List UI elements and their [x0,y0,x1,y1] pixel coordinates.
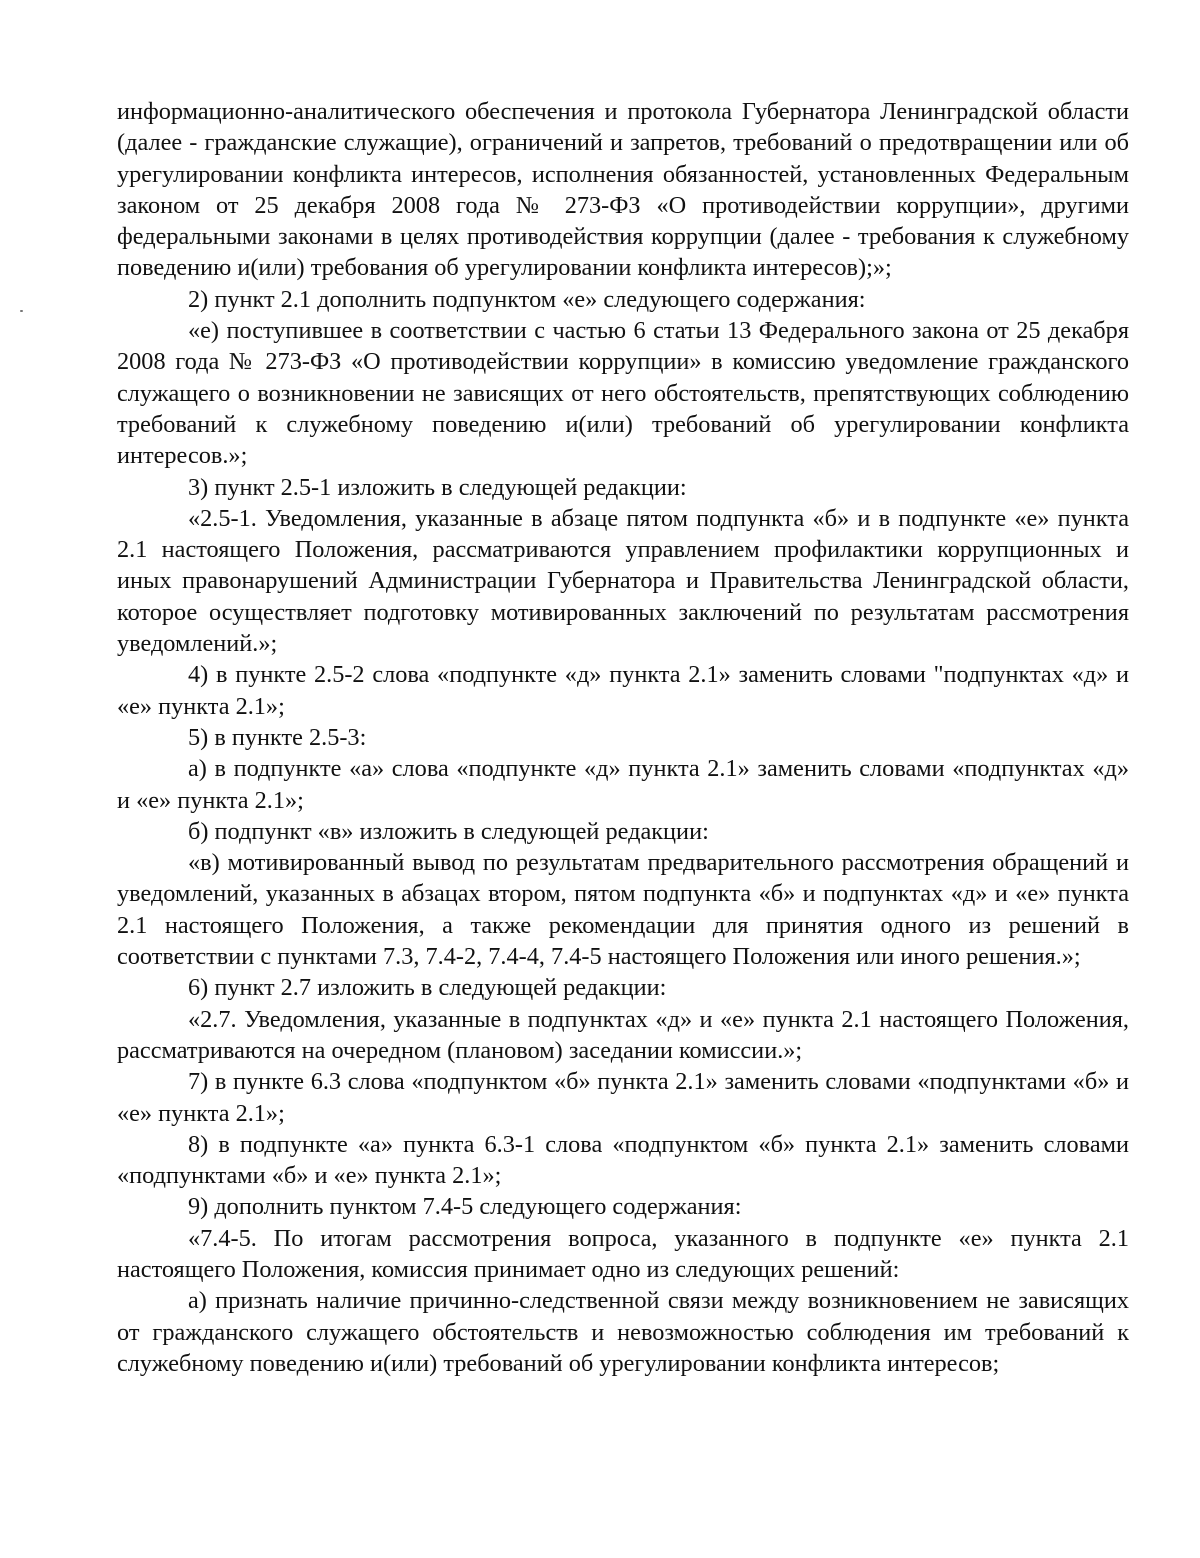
paragraph-clause-2-7: «2.7. Уведомления, указанные в подпунктах «д» и «е» пункта 2.1 настоящего Положения, рассматриваются на очередном (плановом) заседании комиссии.»; [117,1005,1129,1064]
paragraph-item-2: 2) пункт 2.1 дополнить подпунктом «е» следующего содержания: [188,285,866,313]
paragraph-decision-a: а) признать наличие причинно-следственной связи между возникновением не зависящих от гражданского служащего обстоятельств и невозможностью соблюдения им требований к служебному поведению и(или) требований об урегулировании конфликта интересов; [117,1287,1129,1377]
paragraph-continuation: информационно-аналитического обеспечения и протокола Губернатора Ленинградской области (далее - гражданские служащие), ограничений и запретов, требований о предотвращении или об урегулировании конфликта интересов, исполнения обязанностей, установленных Федеральным законом от 25 декабря 2008 года № 273-ФЗ «О противодействии коррупции», другими федеральными законами в целях противодействия коррупции (далее - требования к служебному поведению и(или) требования об урегулировании конфликта интересов);»; [117,98,1129,282]
paragraph-clause-2-5-1: «2.5-1. Уведомления, указанные в абзаце пятом подпункта «б» и в подпункте «е» пункта 2.1 настоящего Положения, рассматриваются управлением профилактики коррупционных и иных правонарушений Администрации Губернатора и Правительства Ленинградской области, которое осуществляет подготовку мотивированных заключений по результатам рассмотрения уведомлений.»; [117,504,1129,658]
paragraph-item-8: 8) в подпункте «а» пункта 6.3-1 слова «подпунктом «б» пункта 2.1» заменить словами «подпунктами «б» и «е» пункта 2.1»; [117,1130,1129,1190]
document-page [117,96,1129,1379]
paragraph-item-5b: б) подпункт «в» изложить в следующей редакции: [188,817,709,845]
paragraph-item-6: 6) пункт 2.7 изложить в следующей редакции: [188,974,667,1002]
paragraph-subitem-v: «в) мотивированный вывод по результатам предварительного рассмотрения обращений и уведомлений, указанных в абзацах втором, пятом подпункта «б» и подпунктах «д» и «е» пункта 2.1 настоящего Положения, а также рекомендации для принятия одного из решений в соответствии с пунктами 7.3, 7.4-2, 7.4-4, 7.4-5 настоящего Положения или иного решения.»; [117,849,1129,971]
paragraph-item-3: 3) пункт 2.5-1 изложить в следующей редакции: [188,473,687,501]
scan-speck [20,310,23,312]
paragraph-clause-7-4-5: «7.4-5. По итогам рассмотрения вопроса, указанного в подпункте «е» пункта 2.1 настоящего Положения, комиссия принимает одно из следующих решений: [117,1224,1129,1283]
paragraph-item-4: 4) в пункте 2.5-2 слова «подпункте «д» пункта 2.1» заменить словами "подпунктах «д» и «е» пункта 2.1»; [117,661,1129,720]
paragraph-item-9: 9) дополнить пунктом 7.4-5 следующего содержания: [188,1193,742,1221]
paragraph-item-7: 7) в пункте 6.3 слова «подпунктом «б» пункта 2.1» заменить словами «подпунктами «б» и «е» пункта 2.1»; [117,1068,1129,1127]
paragraph-item-5: 5) в пункте 2.5-3: [188,723,367,751]
paragraph-subitem-e: «е) поступившее в соответствии с частью 6 статьи 13 Федерального закона от 25 декабря 2008 года № 273-ФЗ «О противодействии коррупции» в комиссию уведомление гражданского служащего о возникновении не зависящих от него обстоятельств, препятствующих соблюдению требований к служебному поведению и(или) требований об урегулировании конфликта интересов.»; [117,317,1129,470]
paragraph-item-5a: а) в подпункте «а» слова «подпункте «д» пункта 2.1» заменить словами «подпунктах «д» и «е» пункта 2.1»; [117,755,1129,814]
